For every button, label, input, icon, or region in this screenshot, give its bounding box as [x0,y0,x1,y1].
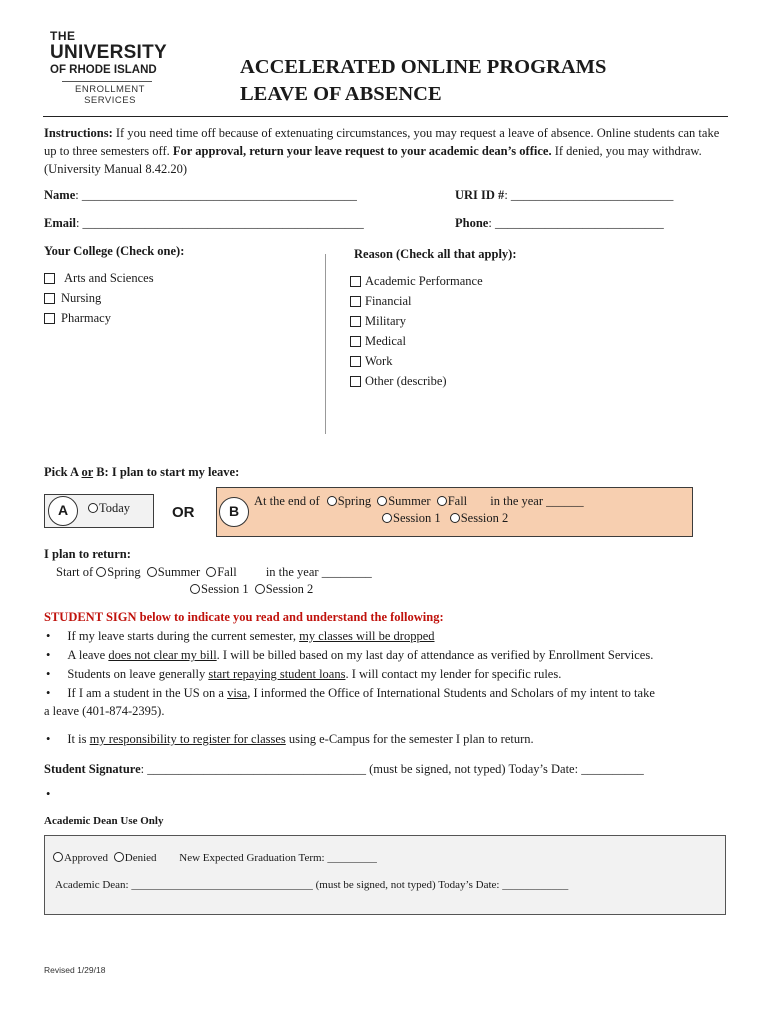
leave-session2-radio[interactable]: Session 2 [450,511,509,525]
radio-icon[interactable] [147,567,157,577]
reason-option-other[interactable] [350,374,447,389]
return-summer-radio[interactable]: Summer [147,565,200,579]
email-field[interactable] [44,216,364,231]
college-option-nursing[interactable] [44,291,101,306]
logo-the: THE [50,29,76,43]
radio-icon[interactable] [206,567,216,577]
reason-option-medical[interactable] [350,334,406,349]
return-row1: Start of Spring Summer Fall in the year ________ [56,565,372,579]
checkbox-icon[interactable] [44,313,55,324]
bullet-item: • If my leave starts during the current semester, my classes will be dropped [46,629,435,643]
college-option-label: Arts and Sciences [64,271,154,285]
uri-id-field[interactable] [455,188,673,203]
return-session1-radio[interactable]: Session 1 [190,582,249,596]
denied-radio[interactable]: Denied [114,852,157,864]
checkbox-icon[interactable] [350,296,361,307]
student-signature-field[interactable] [44,762,644,777]
bullet-item: • It is my responsibility to register for classes using e-Campus for the semester I plan to return. [46,732,534,746]
dean-box [44,835,726,915]
or-label: OR [172,504,195,521]
option-b-row2 [382,511,508,526]
approved-radio[interactable]: Approved [53,852,108,864]
name-label: Name [44,188,76,202]
radio-icon[interactable] [114,852,124,862]
reason-option-academic[interactable] [350,274,483,289]
college-option-label: Pharmacy [61,311,111,325]
reason-option-work[interactable] [350,354,392,369]
email-label: Email [44,216,76,230]
phone-field[interactable] [455,216,664,231]
radio-icon[interactable] [190,584,200,594]
dean-signature-field[interactable]: Academic Dean: _________________________________ (must be signed, not typed) Today’s Date: ____________ [55,879,569,891]
logo-enrollment: ENROLLMENT [75,84,145,95]
revised-date: Revised 1/29/18 [44,965,106,975]
signature-line: : ___________________________________ (must be signed, not typed) Today’s Date: __________ [140,762,644,776]
bullet-item: • A leave does not clear my bill. I will be billed based on my last day of attendance as verified by Enrollment Services. [46,648,654,662]
column-divider [325,254,326,434]
dean-row1 [53,852,377,864]
radio-icon[interactable] [437,496,447,506]
radio-icon[interactable] [377,496,387,506]
reason-heading: Reason (Check all that apply): [354,247,517,261]
college-option-arts[interactable] [44,271,154,286]
radio-icon[interactable] [53,852,63,862]
return-heading: I plan to return: [44,547,131,561]
option-b-row1: At the end of Spring Summer Fall in the year ______ [254,494,584,508]
sign-heading: STUDENT SIGN below to indicate you read and understand the following: [44,610,444,624]
logo-rhode-island: OF RHODE ISLAND [50,64,157,76]
reason-option-label: Work [365,354,393,368]
option-b-badge: B [219,497,249,527]
checkbox-icon[interactable] [350,336,361,347]
checkbox-icon[interactable] [350,316,361,327]
reason-option-label: Academic Performance [365,274,483,288]
return-spring-radio[interactable]: Spring [96,565,140,579]
name-line: : ____________________________________________ [75,188,357,202]
instructions-bold: For approval, return your leave request to your academic dean’s office. [172,144,552,158]
header-divider [43,116,728,117]
radio-icon[interactable] [327,496,337,506]
email-line: : _____________________________________________ [75,216,364,230]
instructions-label: Instructions: [44,126,113,140]
checkbox-icon[interactable] [44,273,55,284]
return-fall-radio[interactable]: Fall [206,565,236,579]
leave-spring-radio[interactable]: Spring [327,494,371,508]
college-option-label: Nursing [61,291,102,305]
reason-option-label: Other (describe) [365,374,447,388]
name-field[interactable] [44,188,357,203]
option-a-badge: A [48,496,78,526]
page-title-line1: ACCELERATED ONLINE PROGRAMS [240,56,607,78]
logo-services: SERVICES [84,95,136,106]
grad-term-field[interactable]: New Expected Graduation Term: _________ [179,852,377,864]
reason-option-financial[interactable] [350,294,412,309]
logo-divider [62,81,152,82]
page-title-line2: LEAVE OF ABSENCE [240,83,442,105]
return-session2-radio[interactable]: Session 2 [255,582,314,596]
return-row2 [190,582,313,597]
signature-label: Student Signature [44,762,141,776]
checkbox-icon[interactable] [350,356,361,367]
leave-fall-radio[interactable]: Fall [437,494,467,508]
radio-icon[interactable] [255,584,265,594]
reason-option-label: Financial [365,294,412,308]
leave-heading: Pick A or B: I plan to start my leave: [44,465,240,479]
return-year[interactable]: in the year ________ [265,565,372,579]
uri-id-label: URI ID # [455,188,505,202]
leave-summer-radio[interactable]: Summer [377,494,430,508]
college-heading: Your College (Check one): [44,244,185,258]
phone-line: : ___________________________ [488,216,664,230]
radio-icon[interactable] [382,513,392,523]
option-a-today[interactable]: Today [88,501,130,516]
instructions-text1: If you need time off because of extenuating circumstances, you may request a leave of absence. Online students can take up to three semesters off. [44,126,720,158]
instructions-text2: If denied, you may withdraw. (University Manual 8.42.20) [44,144,702,176]
checkbox-icon[interactable] [350,376,361,387]
dean-heading: Academic Dean Use Only [44,815,164,827]
bullet-item: • If I am a student in the US on a visa, I informed the Office of International Students and Scholars of my intent to take [46,686,655,700]
leave-year[interactable]: in the year ______ [490,494,584,508]
logo-university: UNIVERSITY [50,42,168,63]
phone-label: Phone [455,216,489,230]
instructions [44,124,724,178]
checkbox-icon[interactable] [350,276,361,287]
radio-icon[interactable] [450,513,460,523]
reason-option-military[interactable] [350,314,406,329]
empty-bullet: • [46,787,51,801]
radio-icon[interactable] [88,503,98,513]
bullet-item: • Students on leave generally start repaying student loans. I will contact my lender for specific rules. [46,667,562,681]
leave-session1-radio[interactable]: Session 1 [382,511,441,525]
reason-option-label: Military [365,314,406,328]
bullet-item-continued: a leave (401-874-2395). [44,704,165,718]
radio-icon[interactable] [96,567,106,577]
checkbox-icon[interactable] [44,293,55,304]
college-option-pharmacy[interactable] [44,311,111,326]
uri-id-line: : __________________________ [504,188,674,202]
reason-option-label: Medical [365,334,406,348]
